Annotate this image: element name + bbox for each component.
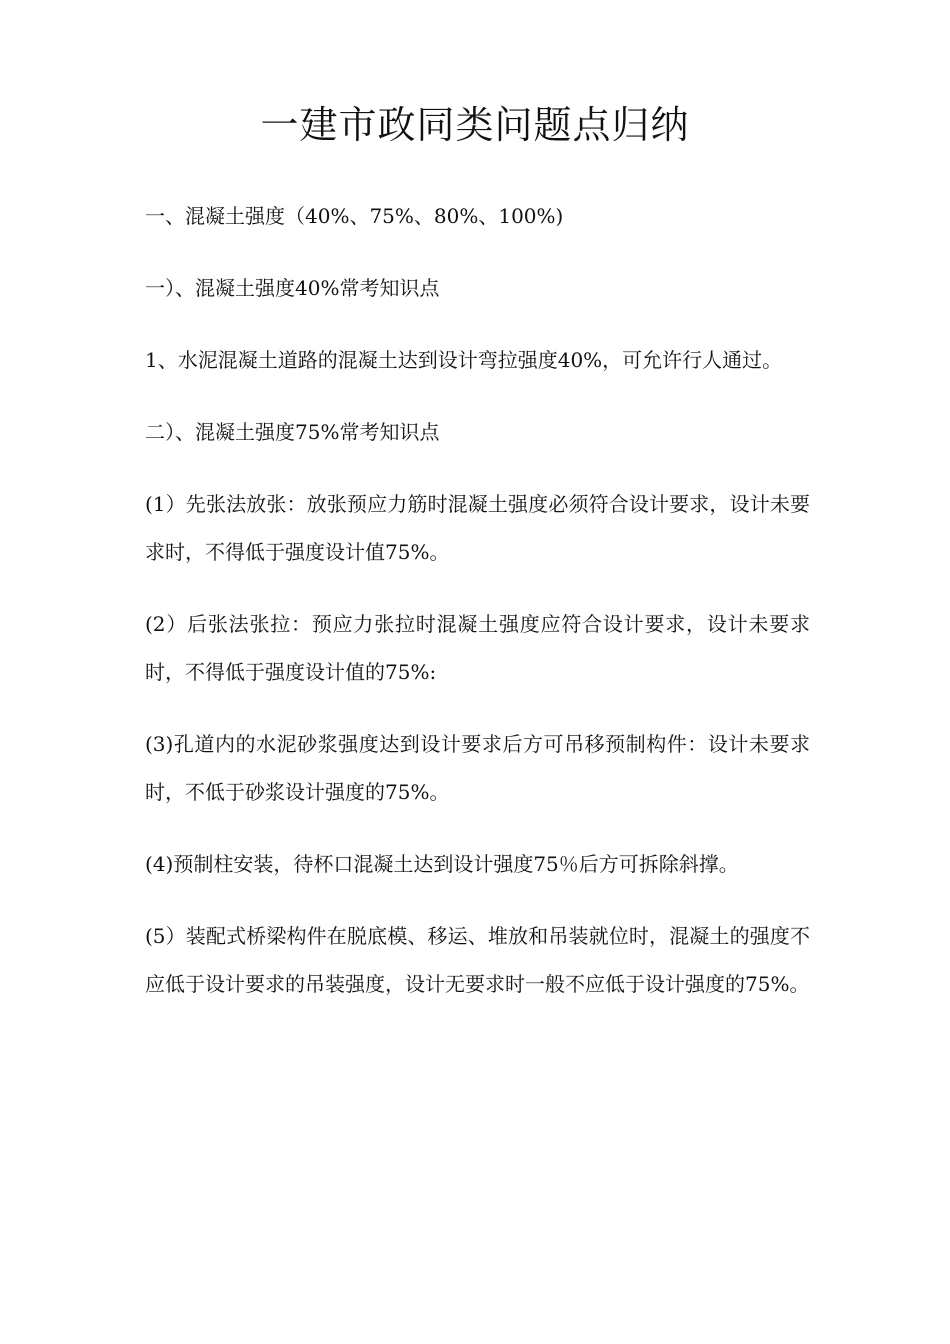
paragraph-assembled-bridge-members: (5）装配式桥梁构件在脱底模、移运、堆放和吊装就位时，混凝土的强度不应低于设计要求的吊装强度，设计无要求时一般不应低于设计强度的75%。 bbox=[145, 924, 810, 996]
paragraph-post-tension: (2）后张法张拉：预应力张拉时混凝土强度应符合设计要求，设计未要求时，不得低于强度设计值的75%: bbox=[145, 612, 810, 684]
paragraph-precast-column: (4)预制柱安装，待杯口混凝土达到设计强度75％后方可拆除斜撑。 bbox=[145, 852, 739, 876]
paragraph-duct-grout: (3)孔道内的水泥砂浆强度达到设计要求后方可吊移预制构件：设计未要求时，不低于砂浆设计强度的75%。 bbox=[145, 732, 810, 804]
paragraph-40-percent-road: 1、水泥混凝土道路的混凝土达到设计弯拉强度40%，可允许行人通过。 bbox=[145, 348, 783, 372]
document-body bbox=[145, 192, 810, 1032]
paragraph-pretension-release: (1）先张法放张：放张预应力筋时混凝土强度必须符合设计要求，设计未要求时，不得低于强度设计值75%。 bbox=[145, 492, 810, 564]
document-title: 一建市政同类问题点归纳 bbox=[260, 103, 690, 147]
section-heading-concrete-strength: 一、混凝土强度（40%、75%、80%、100%) bbox=[145, 204, 564, 228]
subsection-heading-75-percent: 二）、混凝土强度75%常考知识点 bbox=[145, 420, 440, 444]
subsection-heading-40-percent: 一）、混凝土强度40%常考知识点 bbox=[145, 276, 440, 300]
